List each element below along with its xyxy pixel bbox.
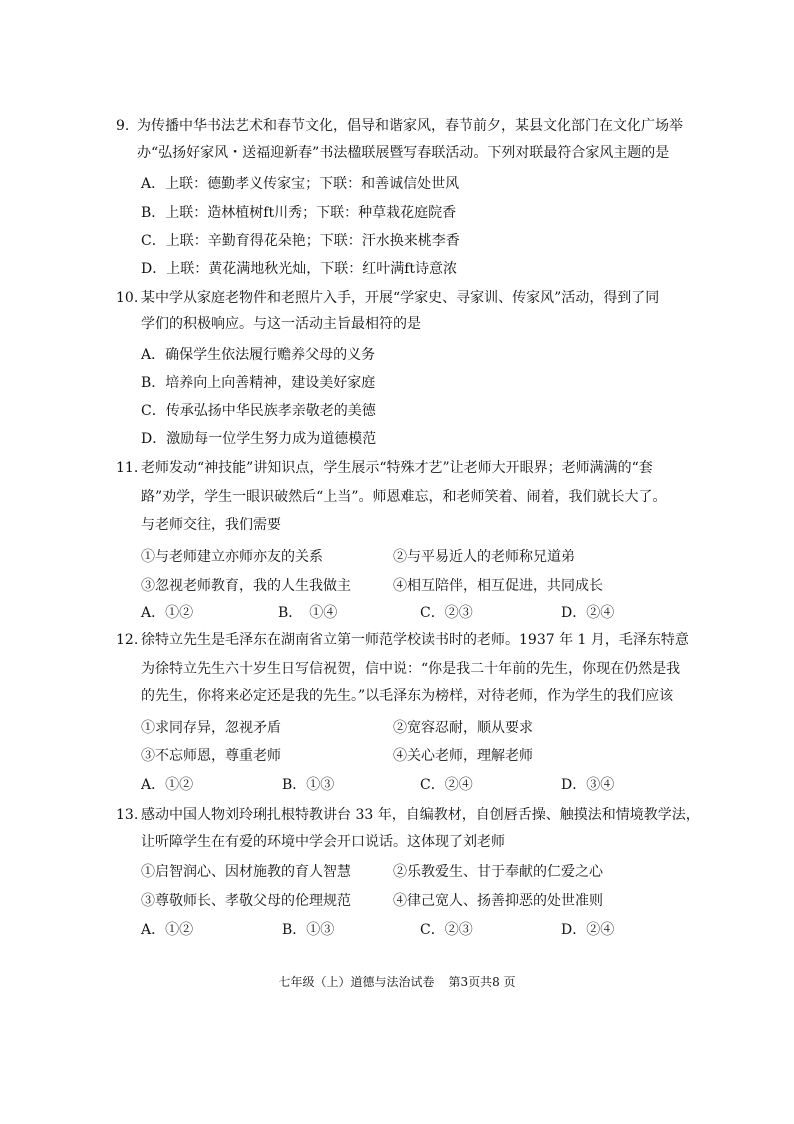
- question-stem-line: 为传播中华书法艺术和春节文化，倡导和谐家风，春节前夕，某县文化部门在文化广场举: [137, 118, 683, 134]
- question-stem-line: 的先生，你将来必定还是我的先生。”以毛泽东为榜样，对待老师，作为学生的我们应该: [141, 688, 674, 704]
- choice-a: A．①②: [141, 777, 194, 793]
- question-number: 9.: [116, 118, 130, 134]
- option-a: A．确保学生依法履行赡养父母的义务: [141, 347, 376, 363]
- question-stem-line: 办“弘扬好家风・送福迎新春”书法楹联展暨写春联活动。下列对联最符合家风主题的是: [137, 145, 670, 161]
- choice-c: C．②④: [420, 777, 473, 793]
- question-stem-line: 徐特立先生是毛泽东在湖南省立第一师范学校读书时的老师。1937 年 1 月，毛泽东特意: [141, 632, 689, 648]
- question-number: 10.: [116, 290, 139, 306]
- statement-4: ④相互陪伴，相互促进，共同成长: [393, 578, 603, 594]
- choice-a: A．①②: [141, 605, 194, 621]
- option-c: C．上联：辛勤育得花朵艳；下联：汗水换来桃李香: [141, 233, 460, 249]
- statement-1: ①启智润心、因材施教的育人智慧: [141, 864, 351, 880]
- statement-3: ③尊敬师长、孝敬父母的伦理规范: [141, 893, 351, 909]
- statement-1: ①与老师建立亦师亦友的关系: [141, 549, 323, 565]
- choice-b: B．①③: [282, 777, 335, 793]
- question-stem-line: 感动中国人物刘玲琍扎根特教讲台 33 年，自编教材，自创唇舌操、触摸法和情境教学法，: [141, 807, 700, 823]
- choice-b: B． ①④: [278, 605, 338, 621]
- exam-title: 七年级（上）道德与法治试卷: [278, 975, 435, 989]
- statement-3: ③不忘师恩，尊重老师: [141, 748, 281, 764]
- option-d: D．上联：黄花满地秋光灿，下联：红叶满ft诗意浓: [141, 261, 458, 277]
- statement-3: ③忽视老师教育，我的人生我做主: [141, 578, 351, 594]
- statement-4: ④关心老师，理解老师: [393, 748, 533, 764]
- option-c: C．传承弘扬中华民族孝亲敬老的美德: [141, 403, 376, 419]
- choice-b: B．①③: [282, 922, 335, 938]
- question-stem-line: 为徐特立先生六十岁生日写信祝贺，信中说：“你是我二十年前的先生，你现在仍然是我: [141, 661, 681, 677]
- question-number: 13.: [116, 807, 139, 823]
- page-number: 第3页共8 页: [448, 975, 516, 989]
- question-stem-line: 让听障学生在有爱的环境中学会开口说话。这体现了刘老师: [141, 834, 505, 850]
- statement-2: ②宽容忍耐，顺从要求: [393, 720, 533, 736]
- question-stem-line: 某中学从家庭老物件和老照片入手，开展“学家史、寻家训、传家风”活动，得到了同: [141, 290, 660, 306]
- option-d: D．激励每一位学生努力成为道德模范: [141, 431, 377, 447]
- statement-4: ④律己宽人、扬善抑恶的处世准则: [393, 893, 603, 909]
- question-stem-line: 与老师交往，我们需要: [141, 517, 281, 533]
- question-number: 12.: [116, 632, 139, 648]
- statement-1: ①求同存异，忽视矛盾: [141, 720, 281, 736]
- option-b: B．上联：造林植树ft川秀；下联：种草栽花庭院香: [141, 205, 457, 221]
- page-footer: [0, 973, 794, 991]
- option-b: B．培养向上向善精神，建设美好家庭: [141, 375, 376, 391]
- question-stem-line: 老师发动“神技能”讲知识点，学生展示“特殊才艺”让老师大开眼界；老师满满的“套: [141, 460, 653, 476]
- choice-a: A．①②: [141, 922, 194, 938]
- choice-c: C．②③: [420, 922, 473, 938]
- question-stem-line: 路”劝学，学生一眼识破然后“上当”。师恩难忘，和老师笑着、闹着，我们就长大了。: [141, 489, 667, 505]
- choice-d: D．③④: [561, 777, 615, 793]
- option-a: A．上联：德勤孝义传家宝；下联：和善诚信处世风: [141, 176, 460, 192]
- choice-d: D．②④: [561, 605, 615, 621]
- statement-2: ②与平易近人的老师称兄道弟: [393, 549, 575, 565]
- question-number: 11.: [116, 460, 139, 476]
- choice-d: D．②④: [561, 922, 615, 938]
- statement-2: ②乐教爱生、甘于奉献的仁爱之心: [393, 864, 603, 880]
- question-stem-line: 学们的积极响应。与这一活动主旨最相符的是: [141, 316, 421, 332]
- choice-c: C．②③: [420, 605, 473, 621]
